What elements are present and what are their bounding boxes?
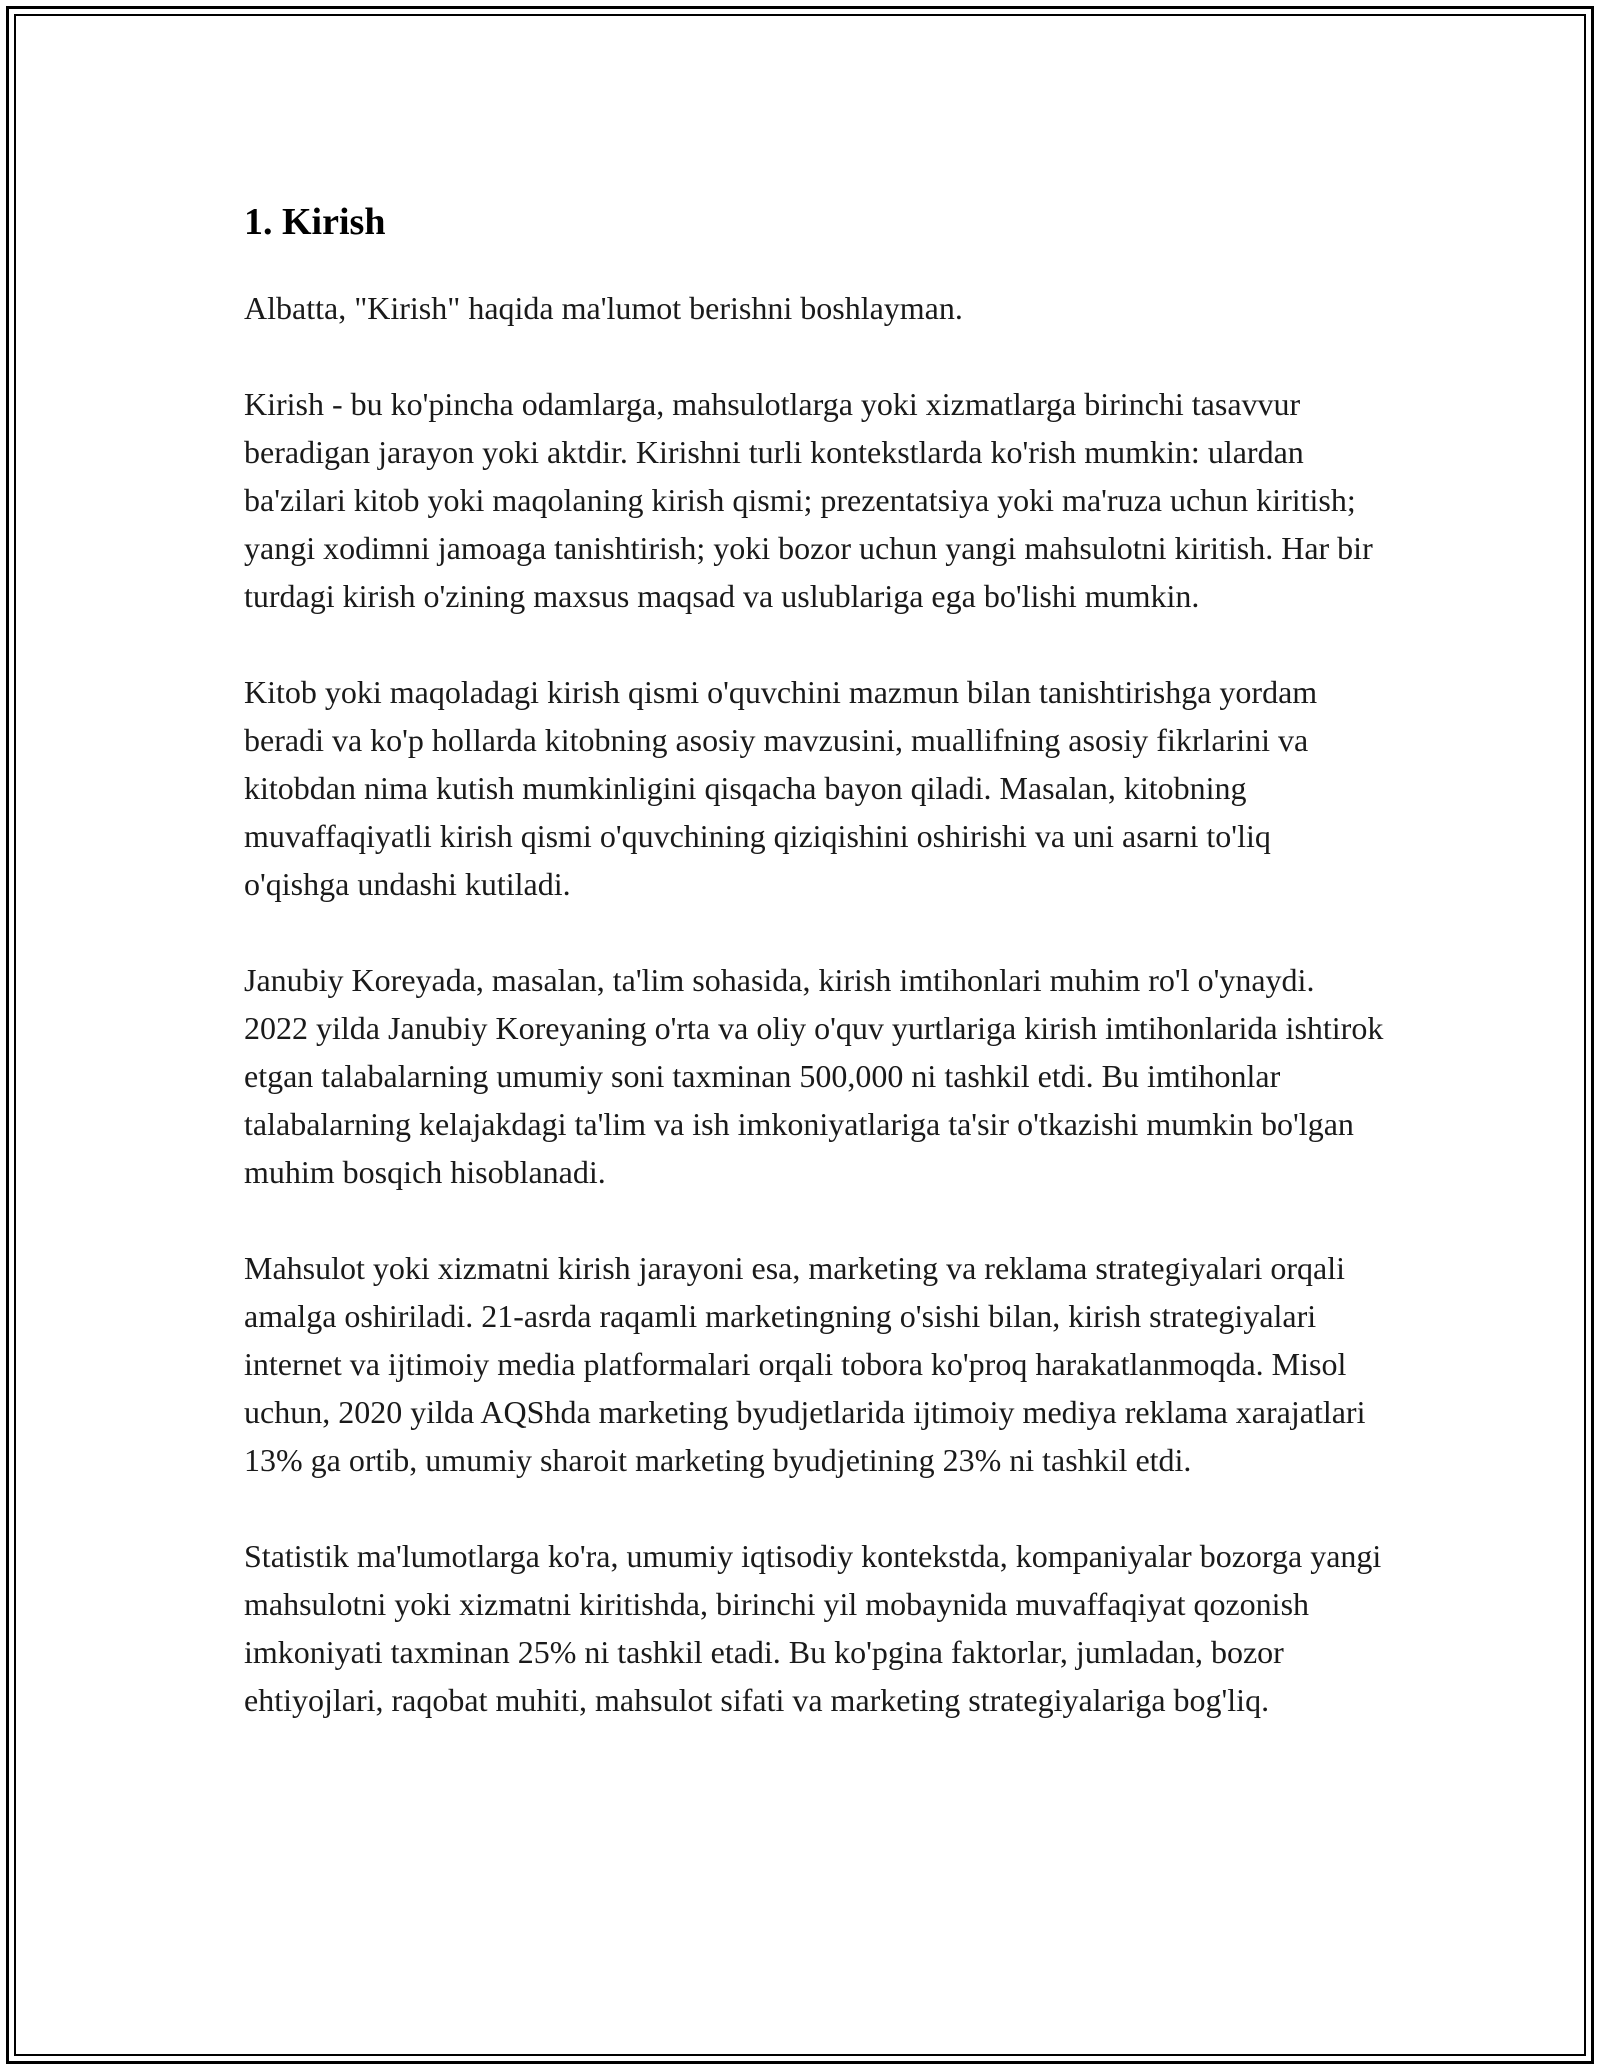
section-heading: 1. Kirish — [244, 201, 386, 243]
page-frame — [6, 6, 1594, 2064]
paragraph-definition: Kirish - bu ko'pincha odamlarga, mahsulotlarga yoki xizmatlarga birinchi tasavvur beradigan jarayon yoki aktdir. Kirishni turli kontekstlarda ko'rish mumkin: ulardan ba'zilari kitob yoki maqolaning kirish qismi; prezentatsiya yoki ma'ruza uchun kiritish; yangi xodimni jamoaga tanishtirish; yoki bozor uchun yangi mahsulotni kiritish. Har bir turdagi kirish o'zining maxsus maqsad va uslublariga ega bo'lishi mumkin. — [244, 386, 1373, 614]
paragraph-south-korea-exams: Janubiy Koreyada, masalan, ta'lim sohasida, kirish imtihonlari muhim ro'l o'ynaydi. 2022 yilda Janubiy Koreyaning o'rta va oliy o'quv yurtlariga kirish imtihonlarida ishtirok etgan talabalarning umumiy soni taxminan 500,000 ni tashkil etdi. Bu imtihonlar talabalarning kelajakdagi ta'lim va ish imkoniyatlariga ta'sir o'tkazishi mumkin bo'lgan muhim bosqich hisoblanadi. — [244, 962, 1384, 1190]
paragraph-product-marketing: Mahsulot yoki xizmatni kirish jarayoni esa, marketing va reklama strategiyalari orqali amalga oshiriladi. 21-asrda raqamli marketingning o'sishi bilan, kirish strategiyalari internet va ijtimoiy media platformalari orqali tobora ko'proq harakatlanmoqda. Misol uchun, 2020 yilda AQShda marketing byudjetlarida ijtimoiy mediya reklama xarajatlari 13% ga ortib, umumiy sharoit marketing byudjetining 23% ni tashkil etdi. — [244, 1250, 1366, 1478]
paragraph-book-introduction: Kitob yoki maqoladagi kirish qismi o'quvchini mazmun bilan tanishtirishga yordam beradi va ko'p hollarda kitobning asosiy mavzusini, muallifning asosiy fikrlarini va kitobdan nima kutish mumkinligini qisqacha bayon qiladi. Masalan, kitobning muvaffaqiyatli kirish qismi o'quvchining qiziqishini oshirishi va uni asarni to'liq o'qishga undashi kutiladi. — [244, 674, 1318, 902]
paragraph-statistics: Statistik ma'lumotlarga ko'ra, umumiy iqtisodiy kontekstda, kompaniyalar bozorga yangi mahsulotni yoki xizmatni kiritishda, birinchi yil mobaynida muvaffaqiyat qozonish imkoniyati taxminan 25% ni tashkil etadi. Bu ko'pgina faktorlar, jumladan, bozor ehtiyojlari, raqobat muhiti, mahsulot sifati va marketing strategiyalariga bog'liq. — [244, 1538, 1382, 1718]
document-body — [244, 194, 1384, 1772]
paragraph-intro: Albatta, "Kirish" haqida ma'lumot berishni boshlayman. — [244, 290, 963, 326]
